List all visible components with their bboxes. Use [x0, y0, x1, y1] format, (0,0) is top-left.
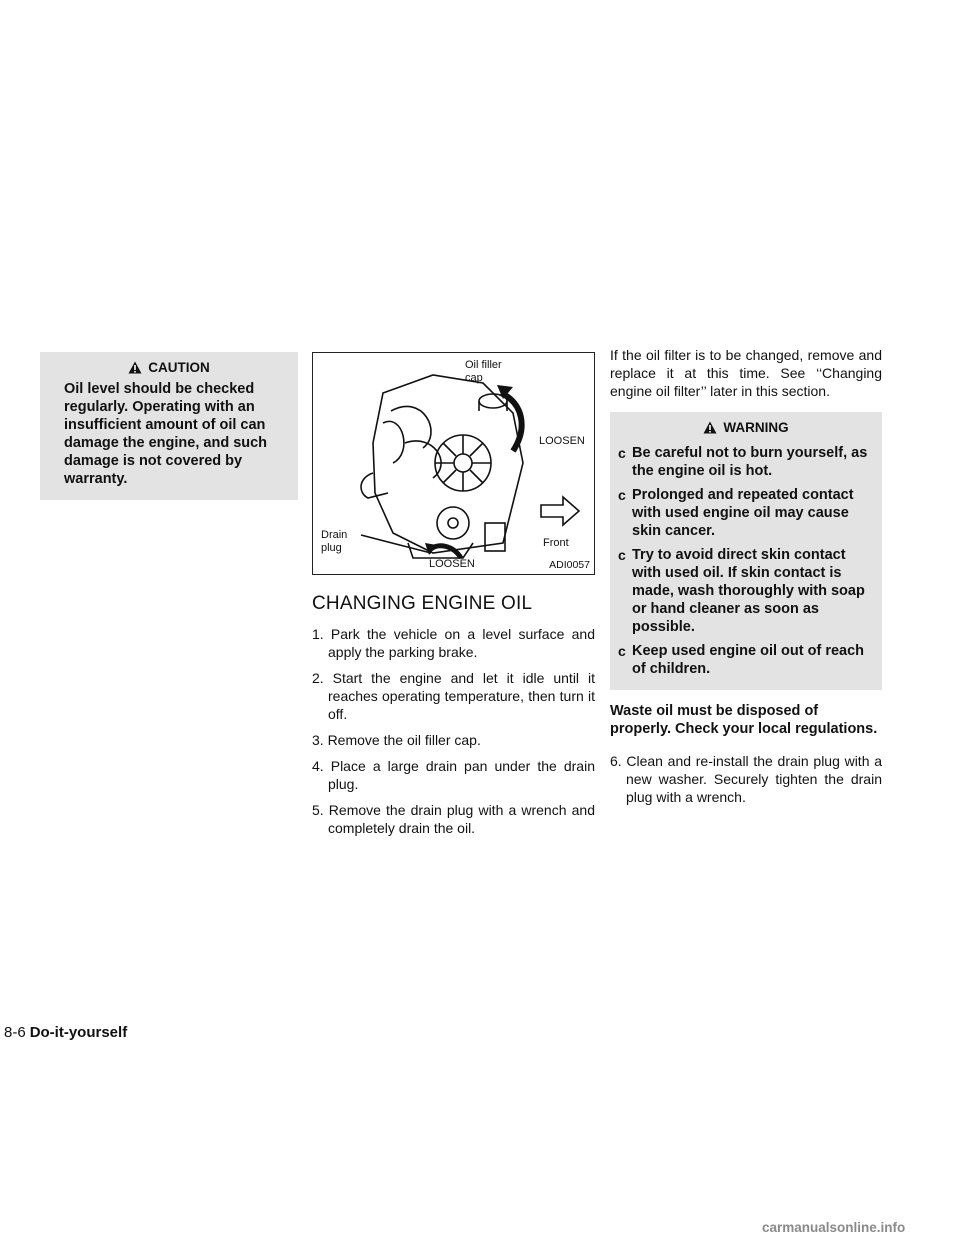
warning-item — [618, 444, 874, 480]
section-name: Do-it-yourself — [29, 1024, 128, 1041]
left-column — [40, 352, 298, 500]
step-item: 5. Remove the drain plug with a wrench and completely drain the oil. — [312, 802, 595, 836]
warning-item — [618, 546, 874, 636]
section-title: CHANGING ENGINE OIL — [312, 593, 533, 614]
bullet-mark: c — [618, 643, 626, 659]
step-item: 1. Park the vehicle on a level surface and apply the parking brake. — [312, 626, 595, 660]
caution-heading — [50, 354, 288, 380]
front-label: Front — [543, 537, 569, 549]
warning-item-text: Keep used engine oil out of reach of children. — [632, 643, 865, 677]
loosen-top-label: LOOSEN — [539, 435, 585, 447]
oil-filler-cap-label: Oil filler cap — [465, 359, 502, 384]
warning-triangle-icon — [703, 421, 717, 434]
warning-item — [618, 486, 874, 540]
loosen-bottom-label: LOOSEN — [429, 558, 475, 570]
warning-item — [618, 642, 874, 678]
drain-plug-label: Drain plug — [321, 529, 348, 554]
page-number: 8-6 — [4, 1024, 26, 1041]
warning-triangle-icon — [128, 361, 142, 374]
bullet-mark: c — [618, 487, 626, 503]
page-footer — [4, 1024, 127, 1041]
step-6: 6. Clean and re-install the drain plug with a new washer. Securely tighten the drain plug with a wrench. — [610, 753, 882, 805]
figure-code: ADI0057 — [549, 559, 590, 571]
bullet-mark: c — [618, 547, 626, 563]
warning-box — [610, 412, 882, 690]
engine-oil-figure — [312, 352, 595, 575]
warning-heading — [618, 414, 874, 440]
warning-list — [618, 444, 874, 678]
waste-oil-notice: Waste oil must be disposed of properly. Check your local regulations. — [610, 703, 878, 737]
step-item: 4. Place a large drain pan under the drain plug. — [312, 758, 595, 792]
watermark: carmanualsonline.info — [762, 1220, 906, 1235]
caution-box — [40, 352, 298, 500]
caution-label: CAUTION — [148, 359, 210, 375]
steps-list — [312, 625, 595, 837]
warning-label: WARNING — [723, 419, 789, 435]
warning-item-text: Be careful not to burn yourself, as the engine oil is hot. — [632, 445, 868, 479]
oil-filter-intro: If the oil filter is to be changed, remove and replace it at this time. See ‘‘Changing engine oil filter’’ later in this section. — [610, 347, 882, 399]
step-item: 2. Start the engine and let it idle until it reaches operating temperature, then turn it off. — [312, 670, 595, 722]
bullet-mark: c — [618, 445, 626, 461]
step-item: 3. Remove the oil filler cap. — [312, 732, 481, 748]
warning-item-text: Try to avoid direct skin contact with used oil. If skin contact is made, wash thoroughly with soap or hand cleaner as soon as possible. — [632, 547, 865, 635]
right-column — [610, 346, 882, 806]
caution-text: Oil level should be checked regularly. Operating with an insufficient amount of oil can damage the engine, and such damage is not covered by warranty. — [64, 381, 268, 487]
warning-item-text: Prolonged and repeated contact with used engine oil may cause skin cancer. — [632, 487, 854, 539]
middle-column — [312, 352, 595, 845]
